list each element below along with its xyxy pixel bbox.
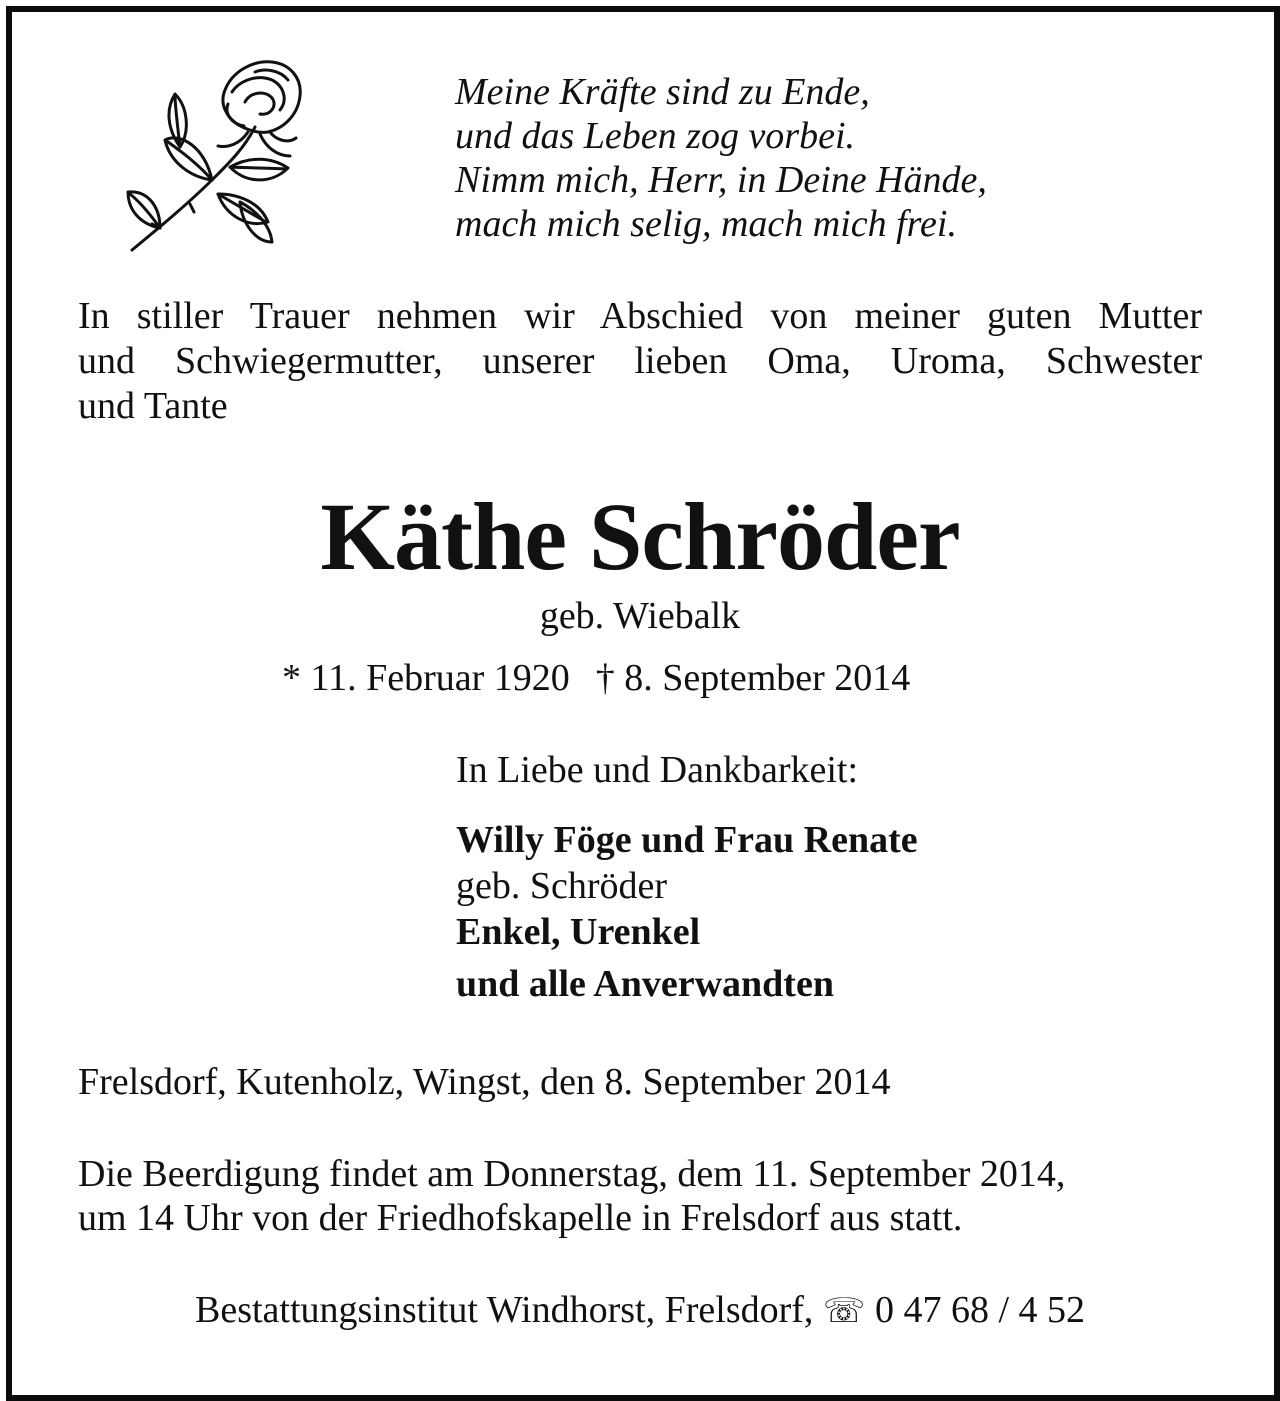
mourner-name: Enkel, Urenkel [456, 911, 701, 953]
poem [455, 70, 987, 246]
poem-line: Nimm mich, Herr, in Deine Hände, [455, 159, 987, 201]
mourners-heading: In Liebe und Dankbarkeit: [456, 749, 859, 791]
intro-line: und Tante [78, 385, 228, 427]
undertaker [0, 1288, 1280, 1333]
funeral-info [78, 1152, 1202, 1240]
poem-line: Meine Kräfte sind zu Ende, [455, 71, 870, 113]
mourner-name: und alle Anverwandten [456, 963, 834, 1005]
poem-line: mach mich selig, mach mich frei. [455, 203, 957, 245]
poem-line: und das Leben zog vorbei. [455, 115, 856, 157]
telephone-icon: ☏ [822, 1291, 866, 1331]
rose-icon [120, 52, 315, 262]
intro-text [78, 294, 1202, 429]
birth-name: geb. Wiebalk [539, 595, 741, 637]
undertaker-phone: 0 47 68 / 4 52 [874, 1289, 1086, 1331]
funeral-line: um 14 Uhr von der Friedhofskapelle in Frelsdorf aus statt. [78, 1197, 963, 1239]
funeral-line: Die Beerdigung findet am Donnerstag, dem 11. September 2014, [78, 1153, 1066, 1195]
mourner-name: Willy Föge und Frau Renate [456, 819, 918, 861]
undertaker-name: Bestattungsinstitut Windhorst, Frelsdorf, [194, 1289, 814, 1331]
mourners [456, 748, 918, 1010]
place-date: Frelsdorf, Kutenholz, Wingst, den 8. September 2014 [78, 1061, 891, 1103]
intro-line: In stiller Trauer nehmen wir Abschied von meiner guten Mutter [78, 295, 1202, 337]
mourner-note: geb. Schröder [456, 865, 668, 907]
birth-date: * 11. Februar 1920 [282, 657, 570, 699]
death-date: † 8. September 2014 [595, 657, 911, 699]
life-dates [282, 656, 910, 700]
intro-line: und Schwiegermutter, unserer lieben Oma, Uroma, Schwester [78, 340, 1202, 382]
deceased-name: Käthe Schröder [320, 483, 960, 590]
